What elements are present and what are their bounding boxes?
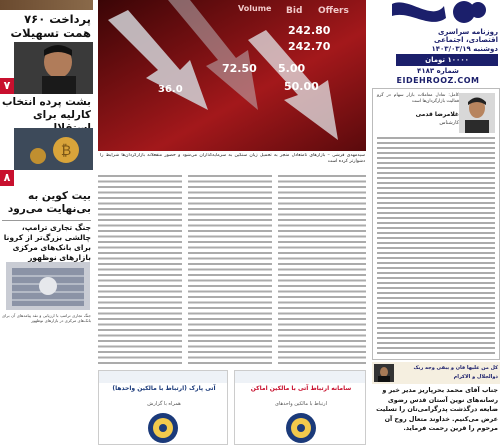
- imf-building-icon: [6, 262, 90, 310]
- condolence-photo: [374, 364, 394, 382]
- ticker-8: 50.00: [284, 80, 319, 93]
- number-8-badge: ۸: [0, 170, 14, 186]
- headline-3[interactable]: بیت کوین به بی‌نهایت می‌رود: [7, 190, 91, 215]
- ad-1-header: [99, 371, 227, 383]
- masthead-price: ۱۰۰۰۰ تومان: [425, 56, 469, 64]
- ad-banner-1[interactable]: [98, 370, 228, 445]
- condolence-portrait-icon: [374, 364, 394, 382]
- ticker-2: Offers: [318, 6, 349, 16]
- ad-1-subtitle: همراه با گزارش: [147, 401, 181, 407]
- left-column: [0, 0, 93, 445]
- columnist-text: [377, 137, 495, 357]
- hero-caption: سیدمهدی قرشی – بازارهای نامتعادل منجر به تحمیل زیان سنگین به سرمایه‌گذاران می‌شود و حضور منفعلانه بازارگردان‌ها شرایط را دشوارتر کرده است: [100, 153, 365, 164]
- masthead: [368, 0, 500, 85]
- columnist-portrait-icon: [459, 93, 495, 133]
- condolence-header: [372, 362, 500, 384]
- ticker-9: 242.70: [288, 40, 331, 53]
- bitcoin-icon: [14, 128, 93, 170]
- photo-banknotes: [0, 0, 93, 10]
- columnist-intro: کامل: تعادل معاملات بازار سهام در گرو فعالیت بازارگردان‌ها است: [377, 93, 459, 104]
- columnist-box: [372, 88, 500, 360]
- hero-image: [98, 0, 366, 151]
- ad-1-title: آتی پارک (ارتباط با مالکین واحدها): [112, 385, 216, 392]
- ticker-7: 36.0: [158, 84, 183, 95]
- columnist-role: کارشناس: [439, 120, 459, 126]
- left-bottom-text: جنگ تجاری ترامپ با ارزیابی و نقد پیامدهای آن برای بانک‌های مرکزی در بازارهای نوظهور: [2, 313, 91, 324]
- ticker-4: 242.80: [288, 24, 331, 37]
- headline-2[interactable]: بشت پرده انتخاب کارلیه برای: [1, 96, 91, 121]
- masthead-price-box: [396, 54, 498, 66]
- svg-text:₿: ₿: [60, 143, 72, 159]
- condolence-text: جناب آقای محمد بحرپاریز مدیر خبر و رسانه‌های نوین آستان قدس رضوی ضایعه درگذشت پدرگرامی‌تان را تسلیت عرض می‌کنیم. خداوند متعال روح آن مرحوم را قرین رحمت فرماید.: [376, 386, 498, 432]
- masthead-date: دوشنبه ۱۴۰۳/۰۳/۱۹: [431, 45, 498, 53]
- condolence-header-text: کل من علیها فان و یبقی وجه ربک ذوالجلال و الاکرام: [413, 365, 498, 380]
- masthead-subtitle-1: روزنامه سراسری: [438, 28, 498, 36]
- divider: [2, 220, 91, 221]
- photo-imf-building: [6, 262, 90, 310]
- masthead-website[interactable]: EIDEHROOZ.COM: [396, 76, 480, 85]
- footballer-portrait-icon: [14, 42, 93, 94]
- ticker-5: 72.50: [222, 62, 257, 75]
- masthead-logo: [368, 0, 500, 28]
- condolence-box: [372, 362, 500, 445]
- ad-2-title: سامانه ارتباط آتی با مالکین اماکن: [250, 385, 352, 392]
- number-7-badge: ۷: [0, 78, 14, 94]
- stock-market-arrows-icon: [98, 0, 366, 151]
- body-text-column-middle: [188, 175, 272, 365]
- ad-2-subtitle: ارتباط با مالکین واحدهای: [275, 401, 327, 407]
- columnist-photo: [459, 93, 495, 133]
- ticker-1: Bid: [286, 6, 303, 16]
- columnist-name: غلامرضا قدمی: [415, 111, 459, 118]
- ad-1-emblem-icon: [143, 411, 183, 445]
- headline-4[interactable]: جنگ تجاری ترامپ، چالشی بزرگ‌تر از کرونا برای بانک‌های مرکزی بازارهای نوظهور: [3, 223, 91, 262]
- photo-footballer: [14, 42, 93, 94]
- ad-2-emblem-icon: [281, 411, 321, 445]
- body-text-column-left: [98, 175, 182, 365]
- headline-1[interactable]: پرداخت ۷۶۰ همت تسهیلات: [10, 12, 91, 40]
- ticker-6: 5.00: [278, 62, 306, 75]
- ad-banner-2[interactable]: [234, 370, 366, 445]
- body-text-column-right: [278, 175, 366, 365]
- masthead-issue: شماره ۴۱۸۳: [417, 67, 459, 75]
- photo-bitcoin: [14, 128, 93, 170]
- ticker-3: Volume: [238, 4, 272, 13]
- ad-2-header: [235, 371, 365, 383]
- masthead-subtitle-2: اقتصادی، اجتماعی: [434, 36, 498, 44]
